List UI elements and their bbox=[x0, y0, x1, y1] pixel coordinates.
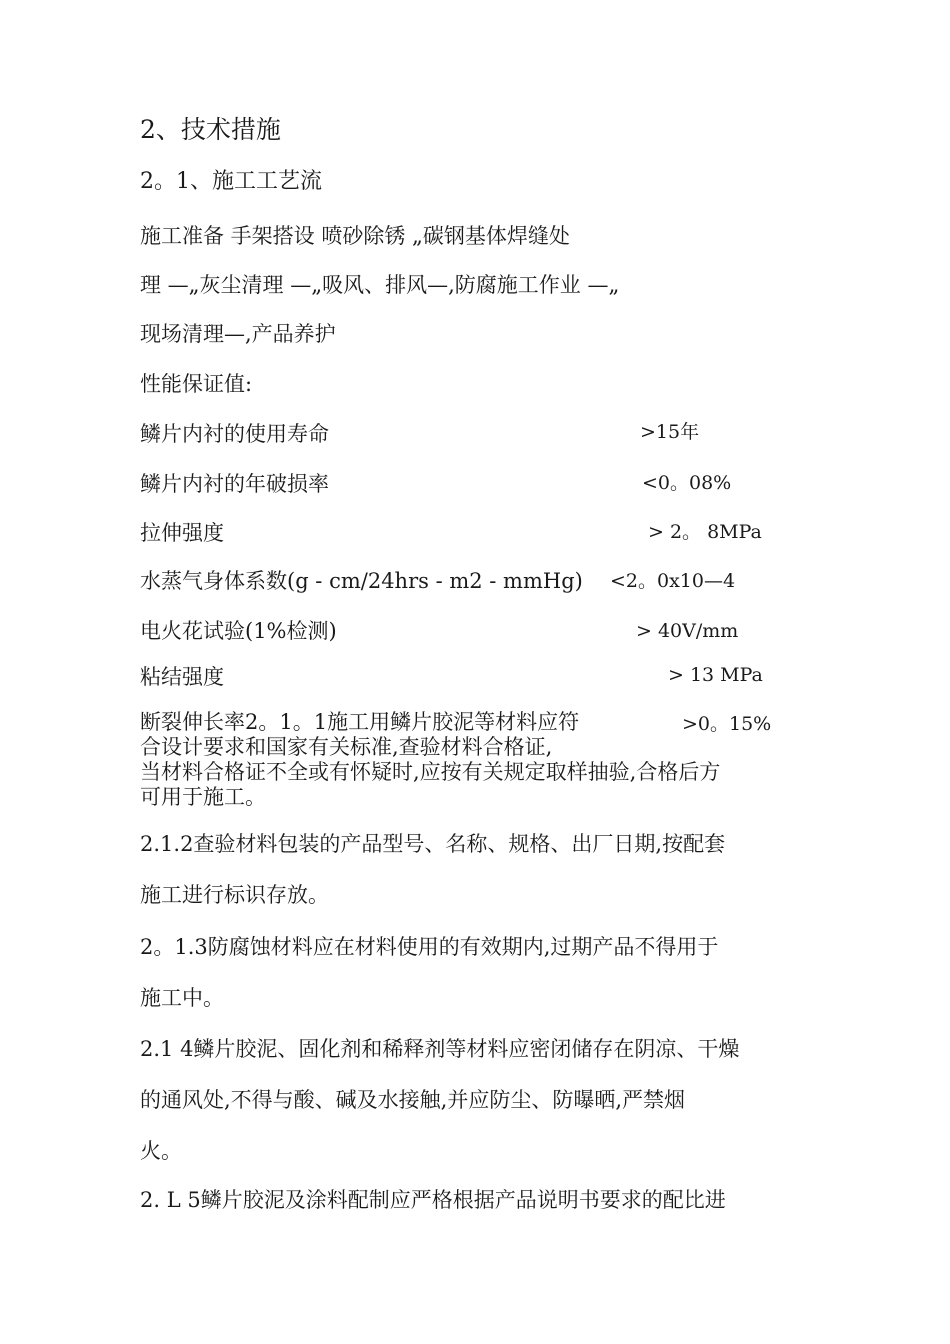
perf-label-damage-rate: 鳞片内衬的年破损率 bbox=[140, 472, 329, 496]
clause-2-1-4-line: 火。 bbox=[140, 1139, 182, 1163]
perf-value-damage-rate: <0。08% bbox=[642, 472, 732, 494]
clause-2-1-1 bbox=[140, 735, 830, 810]
clause-2-1-4-line: 的通风处,不得与酸、碱及水接触,并应防尘、防曝晒,严禁烟 bbox=[140, 1088, 686, 1112]
flow-line-2: 理 —„灰尘清理 —„吸风、排风—,防腐施工作业 —„ bbox=[140, 273, 620, 297]
clause-2-1-2-line: 施工进行标识存放。 bbox=[140, 883, 329, 907]
flow-line-1: 施工准备 手架搭设 喷砂除锈 „碳钢基体焊缝处 bbox=[140, 224, 570, 248]
perf-value-service-life: >15年 bbox=[640, 421, 700, 443]
perf-label-service-life: 鳞片内衬的使用寿命 bbox=[140, 422, 329, 446]
clause-2-1-4-line: 2.1 4鳞片胶泥、固化剂和稀释剂等材料应密闭储存在阴凉、干燥 bbox=[140, 1037, 740, 1061]
perf-label-tensile-strength: 拉伸强度 bbox=[140, 521, 224, 545]
perf-value-tensile-strength: > 2。 8MPa bbox=[648, 521, 762, 543]
clause-2-1-1-line: 合设计要求和国家有关标准,查验材料合格证, bbox=[140, 735, 553, 759]
perf-value-spark-test: > 40V/mm bbox=[636, 620, 739, 642]
clause-2-1-1-line: 可用于施工。 bbox=[140, 785, 266, 809]
perf-label-bond-strength: 粘结强度 bbox=[140, 665, 224, 689]
perf-label-spark-test: 电火花试验(1%检测) bbox=[140, 619, 337, 643]
clause-2-1-3-line: 2。1.3防腐蚀材料应在材料使用的有效期内,过期产品不得用于 bbox=[140, 935, 719, 959]
perf-label-vapor-coefficient: 水蒸气身体系数(g - cm/24hrs - m2 - mmHg) bbox=[140, 569, 583, 593]
clause-2-1-2-line: 2.1.2查验材料包装的产品型号、名称、规格、出厂日期,按配套 bbox=[140, 832, 726, 856]
clause-2-1-3-line: 施工中。 bbox=[140, 986, 224, 1010]
perf-label-elongation: 断裂伸长率2。1。1施工用鳞片胶泥等材料应符 bbox=[140, 710, 580, 734]
section-heading: 2、技术措施 bbox=[140, 115, 281, 144]
flow-line-3: 现场清理—,产品养护 bbox=[140, 322, 336, 346]
subsection-heading: 2。1、施工工艺流 bbox=[140, 169, 322, 194]
perf-value-elongation: >0。15% bbox=[682, 713, 772, 735]
clause-2-1-1-line: 当材料合格证不全或有怀疑时,应按有关规定取样抽验,合格后方 bbox=[140, 760, 721, 784]
perf-value-vapor-coefficient: <2。0x10—4 bbox=[610, 570, 736, 592]
performance-title: 性能保证值: bbox=[140, 372, 253, 396]
clause-2-1-5-line: 2. L 5鳞片胶泥及涂料配制应严格根据产品说明书要求的配比进 bbox=[140, 1188, 726, 1212]
perf-value-bond-strength: > 13 MPa bbox=[668, 664, 763, 686]
